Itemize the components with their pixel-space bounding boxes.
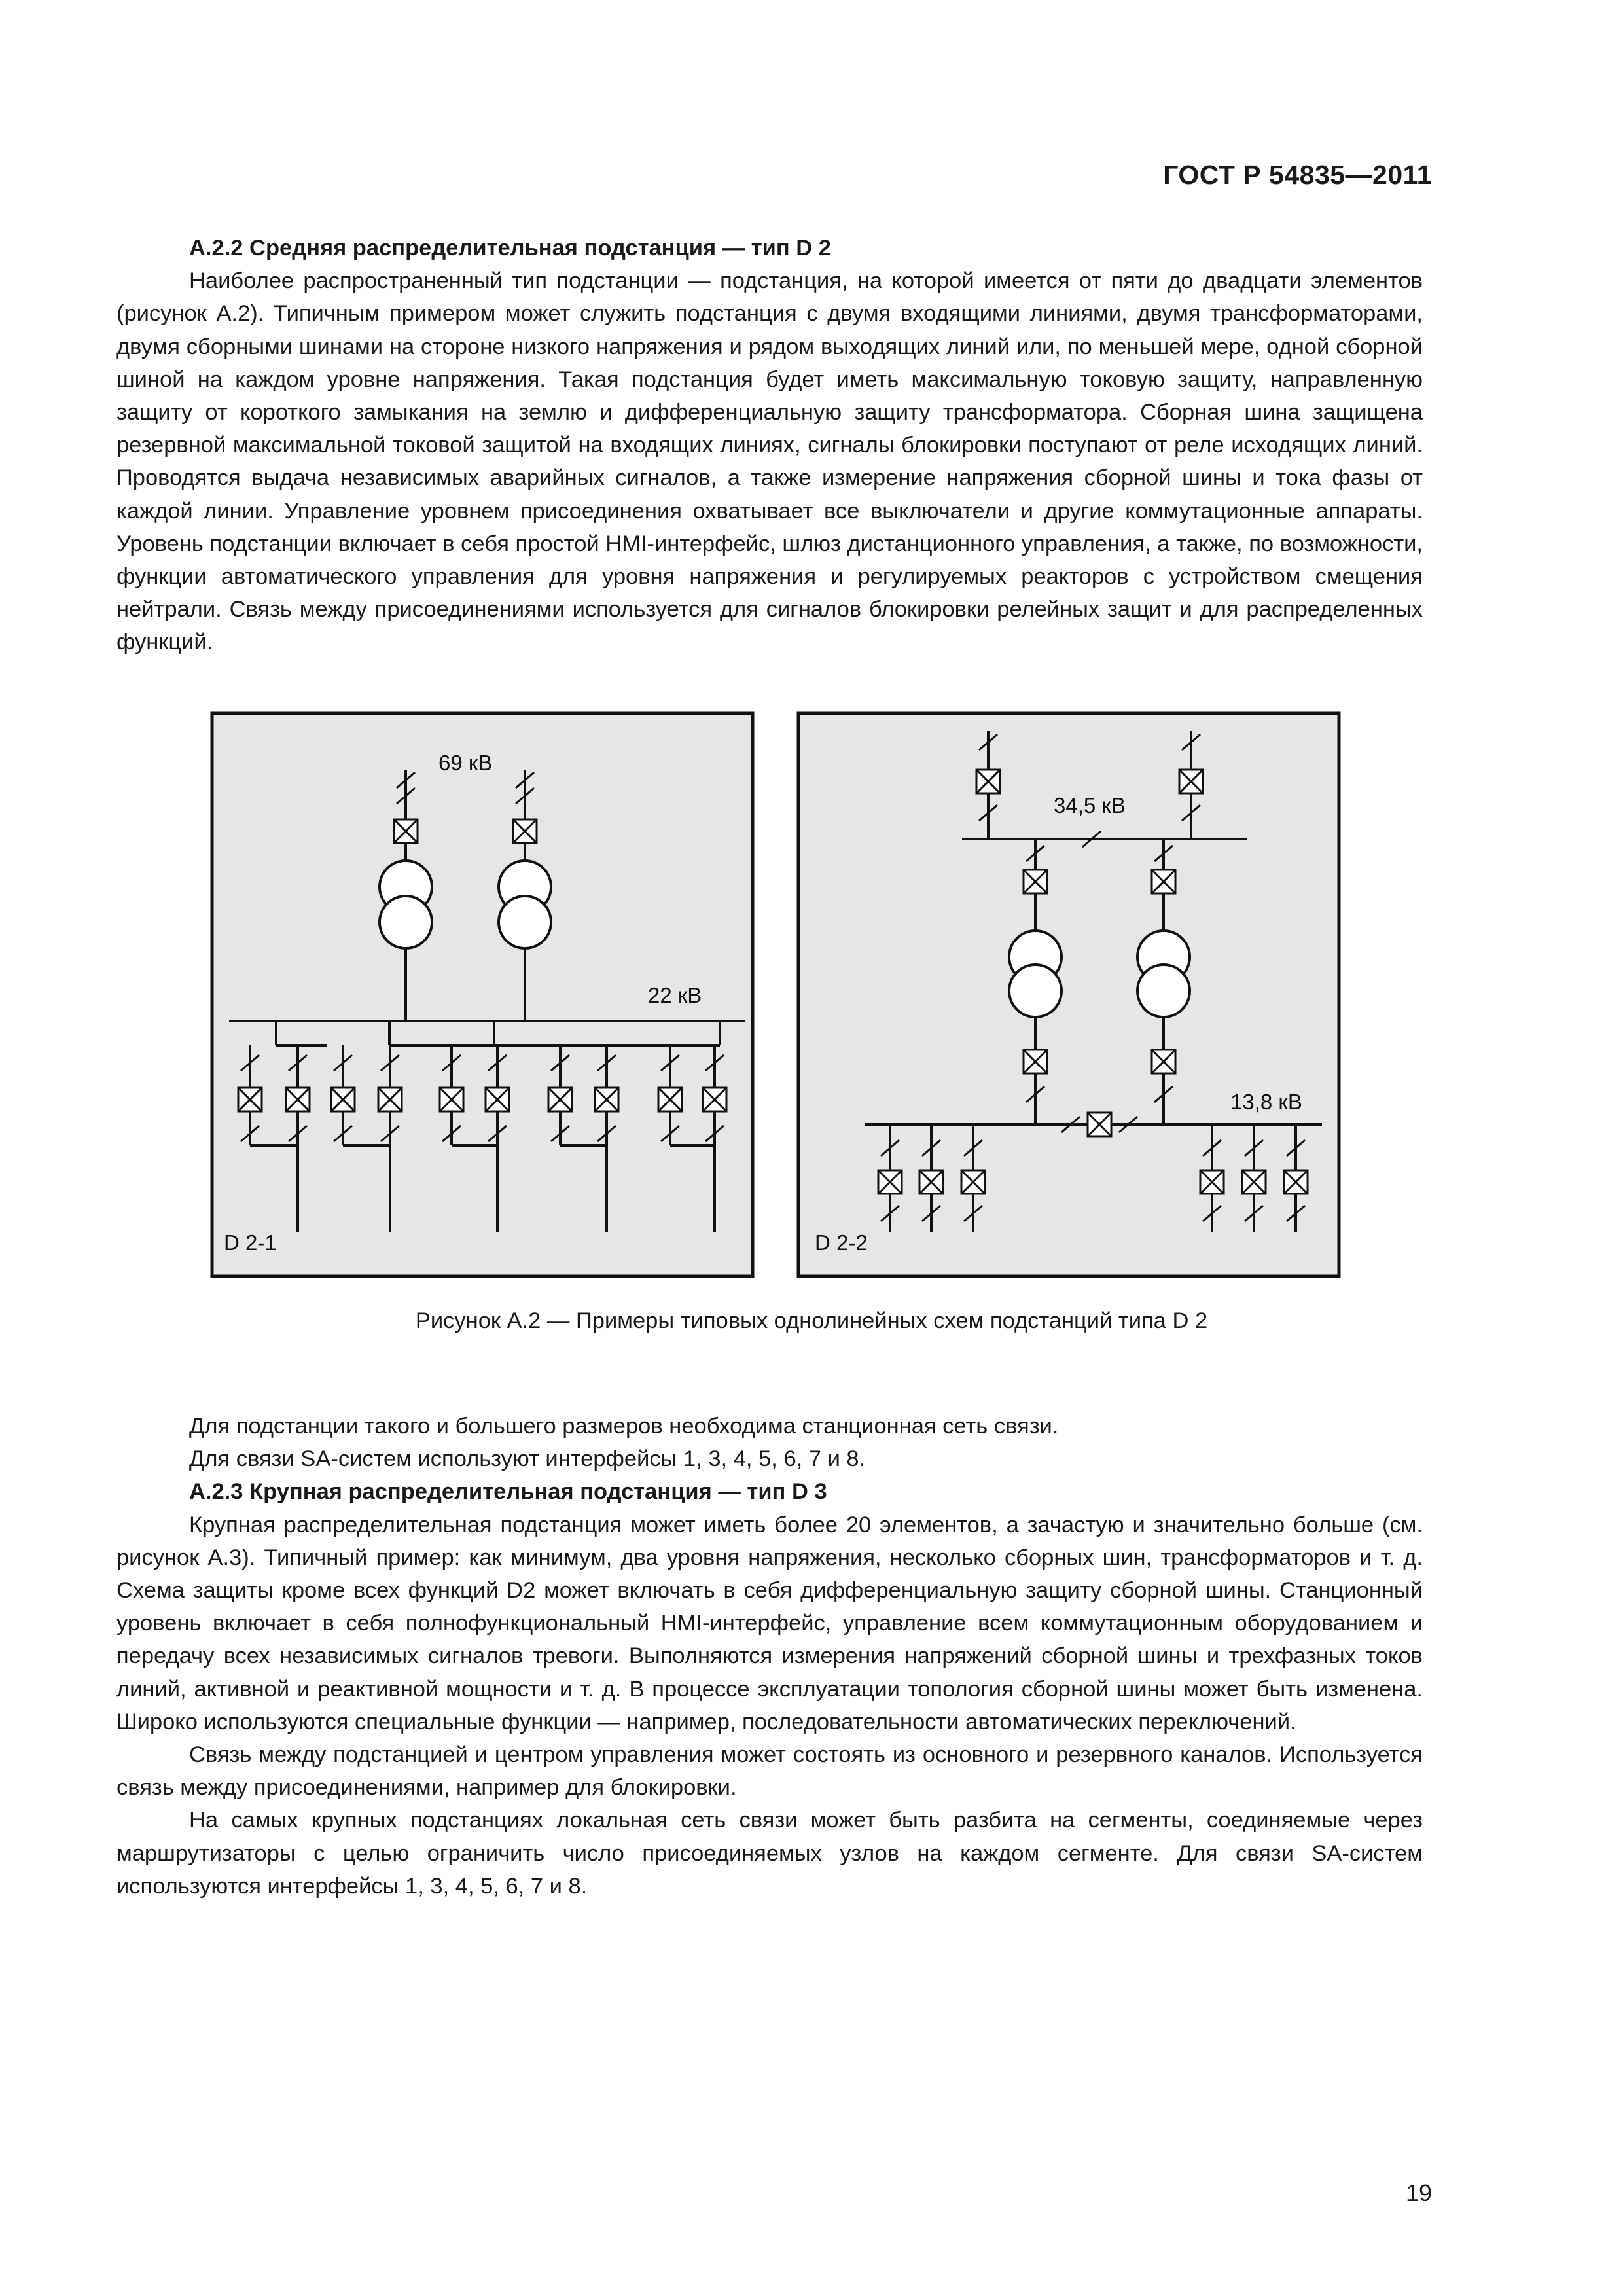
voltage-label-34-5kv: 34,5 кВ [1054, 793, 1126, 817]
intro-line-1: Для подстанции такого и большего размеров необходима станционная сеть связи. [189, 1414, 1059, 1439]
intro-line-2: Для связи SA-систем используют интерфейсы 1, 3, 4, 5, 6, 7 и 8. [189, 1446, 866, 1472]
diagram-label-d2-2: D 2-2 [815, 1230, 868, 1255]
diagram-d2-2 [798, 713, 1339, 1276]
section-a23 [116, 1410, 1423, 1903]
document-id: ГОСТ Р 54835—2011 [1163, 160, 1432, 190]
paragraph: Связь между подстанцией и центром управления может состоять из основного и резервного каналов. Используется связь между присоединениями, например для блокировки. [116, 1742, 1423, 1801]
section-a22 [116, 232, 1423, 659]
figure-a2 [209, 708, 1414, 1297]
page-number: 19 [1405, 2179, 1432, 2206]
diagram-d2-1 [212, 713, 753, 1276]
paragraph: На самых крупных подстанциях локальная сеть связи может быть разбита на сегменты, соединяемые через маршрутизаторы с целью ограничить число присоединяемых узлов на каждом сегменте. Для связи SA-систем используются интерфейсы 1, 3, 4, 5, 6, 7 и 8. [116, 1808, 1423, 1899]
section-heading: А.2.3 Крупная распределительная подстанция — тип D 3 [189, 1479, 827, 1505]
voltage-label-69kv: 69 кВ [438, 751, 493, 775]
section-heading: А.2.2 Средняя распределительная подстанция — тип D 2 [189, 236, 831, 260]
figure-caption: Рисунок А.2 — Примеры типовых однолинейных схем подстанций типа D 2 [415, 1308, 1208, 1333]
diagram-label-d2-1: D 2-1 [224, 1230, 277, 1255]
voltage-label-13-8kv: 13,8 кВ [1230, 1090, 1302, 1114]
voltage-label-22kv: 22 кВ [648, 983, 702, 1007]
paragraph: Наиболее распространенный тип подстанции — подстанция, на которой имеется от пяти до двадцати элементов (рисунок А.2). Типичным примером может служить подстанция с двумя входящими линиями, двумя трансформаторами, двумя сборными шинами на стороне низкого напряжения и рядом выходящих линий или, по меньшей мере, одной сборной шиной на каждом уровне напряжения. Такая подстанция будет иметь максимальную токовую защиту, направленную защиту от короткого замыкания на землю и дифференциальную защиту трансформатора. Сборная шина защищена резервной максимальной токовой защитой на входящих линиях, сигналы блокировки поступают от реле исходящих линий. Проводятся выдача независимых аварийных сигналов, а также измерение напряжения сборной шины и тока фазы от каждой линии. Управление уровнем присоединения охватывает все выключатели и другие коммутационные аппараты. Уровень подстанции включает в себя простой HMI-интерфейс, шлюз дистанционного управления, а также, по возможности, функции автоматического управления для уровня напряжения и регулируемых реакторов с устройством смещения нейтрали. Связь между присоединениями используется для сигналов блокировки релейных защит и для распределенных функций. [116, 268, 1423, 655]
paragraph: Крупная распределительная подстанция может иметь более 20 элементов, а зачастую и значительно больше (см. рисунок А.3). Типичный пример: как минимум, два уровня напряжения, несколько сборных шин, трансформаторов и т. д. Схема защиты кроме всех функций D2 может включать в себя дифференциальную защиту сборной шины. Станционный уровень включает в себя полнофункциональный HMI-интерфейс, управление всем коммутационным оборудованием и передачу всех независимых сигналов тревоги. Выполняются измерения напряжений сборной шины и трехфазных токов линий, активной и реактивной мощности и т. д. В процессе эксплуатации топология сборной шины может быть изменена. Широко используются специальные функции — например, последовательности автоматических переключений. [116, 1512, 1423, 1734]
